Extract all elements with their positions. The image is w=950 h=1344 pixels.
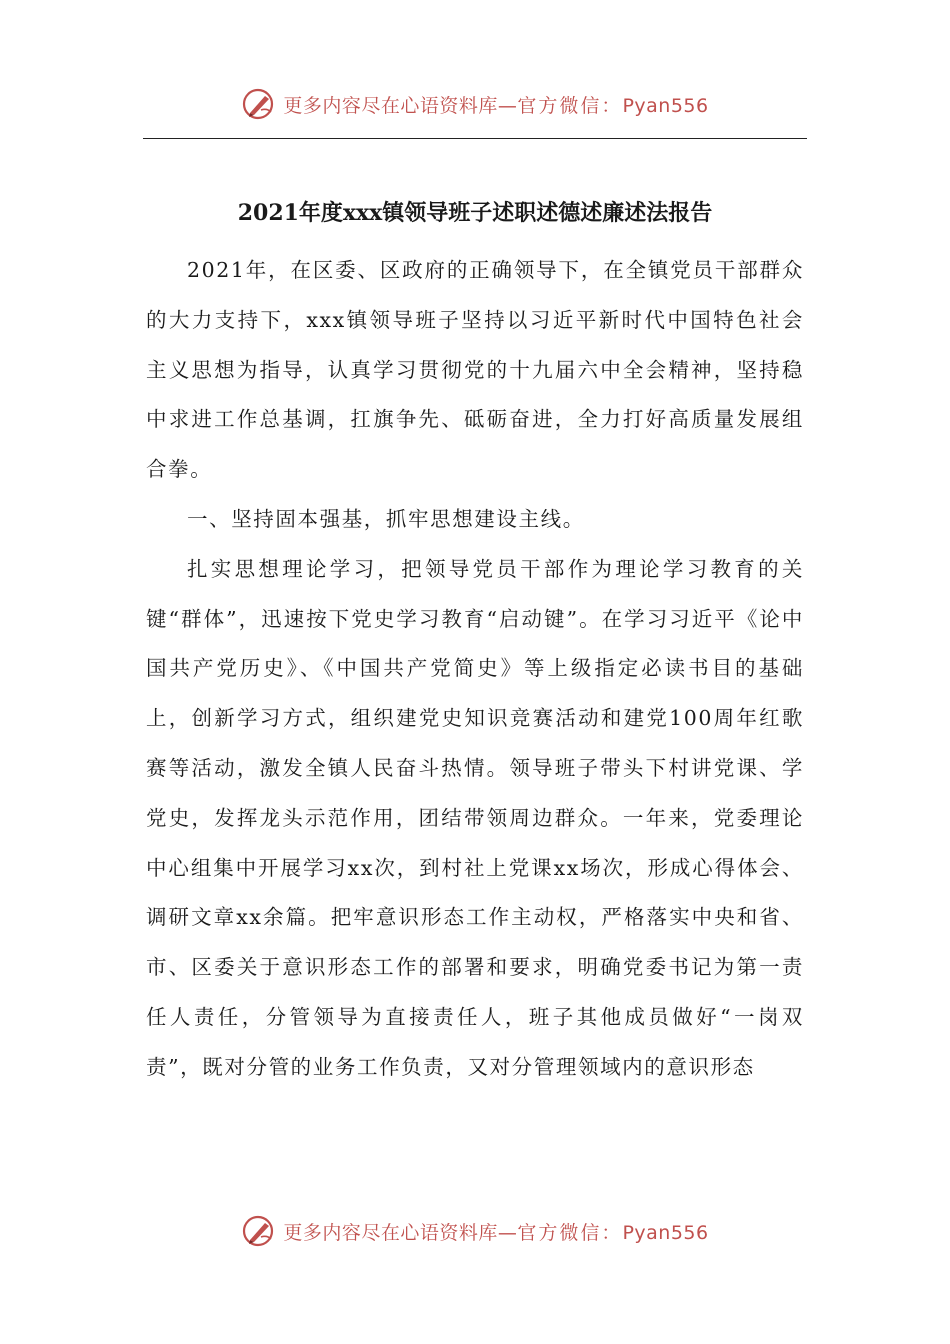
banner-dash: — (497, 1221, 518, 1244)
banner-wechat-label: 官方微信： (517, 94, 623, 117)
banner-dash: — (497, 94, 518, 117)
section-heading-1: 一、坚持固本强基，抓牢思想建设主线。 (187, 506, 585, 531)
footer-banner (0, 1209, 950, 1253)
paragraph-intro: 2021年，在区委、区政府的正确领导下，在全镇党员干部群众的大力支持下，xxx镇领导班子坚持以习近平新时代中国特色社会主义思想为指导，认真学习贯彻党的十九届六中全会精神，坚持稳中求进工作总基调，扛旗争先、砥砺奋进，全力打好高质量发展组合拳。 (146, 258, 804, 482)
document-body (146, 246, 804, 1093)
banner-wechat-id: Pyan556 (622, 1221, 709, 1244)
banner-site-text: 更多内容尽在心语资料库 (283, 94, 498, 117)
banner-site-text: 更多内容尽在心语资料库 (283, 1221, 498, 1244)
paragraph-section-1: 扎实思想理论学习，把领导党员干部作为理论学习教育的关键“群体”，迅速按下党史学习教育“启动键”。在学习习近平《论中国共产党历史》、《中国共产党简史》等上级指定必读书目的基础上，创新学习方式，组织建党史知识竞赛活动和建党100周年红歌赛等活动，激发全镇人民奋斗热情。领导班子带头下村讲党课、学党史，发挥龙头示范作用，团结带领周边群众。一年来，党委理论中心组集中开展学习xx次，到村社上党课xx场次，形成心得体会、调研文章xx余篇。把牢意识形态工作主动权，严格落实中央和省、市、区委关于意识形态工作的部署和要求，明确党委书记为第一责任人责任，分管领导为直接责任人，班子其他成员做好“一岗双责”，既对分管的业务工作负责，又对分管理领域内的意识形态 (146, 556, 804, 1079)
pen-logo-icon (241, 86, 277, 122)
document-title: 2021年度xxx镇领导班子述职述德述廉述法报告 (237, 199, 713, 226)
banner-wechat-label: 官方微信： (517, 1221, 623, 1244)
banner-wechat-id: Pyan556 (622, 94, 709, 117)
header-banner (0, 82, 950, 126)
pen-logo-icon (241, 1213, 277, 1249)
header-rule (143, 138, 807, 139)
